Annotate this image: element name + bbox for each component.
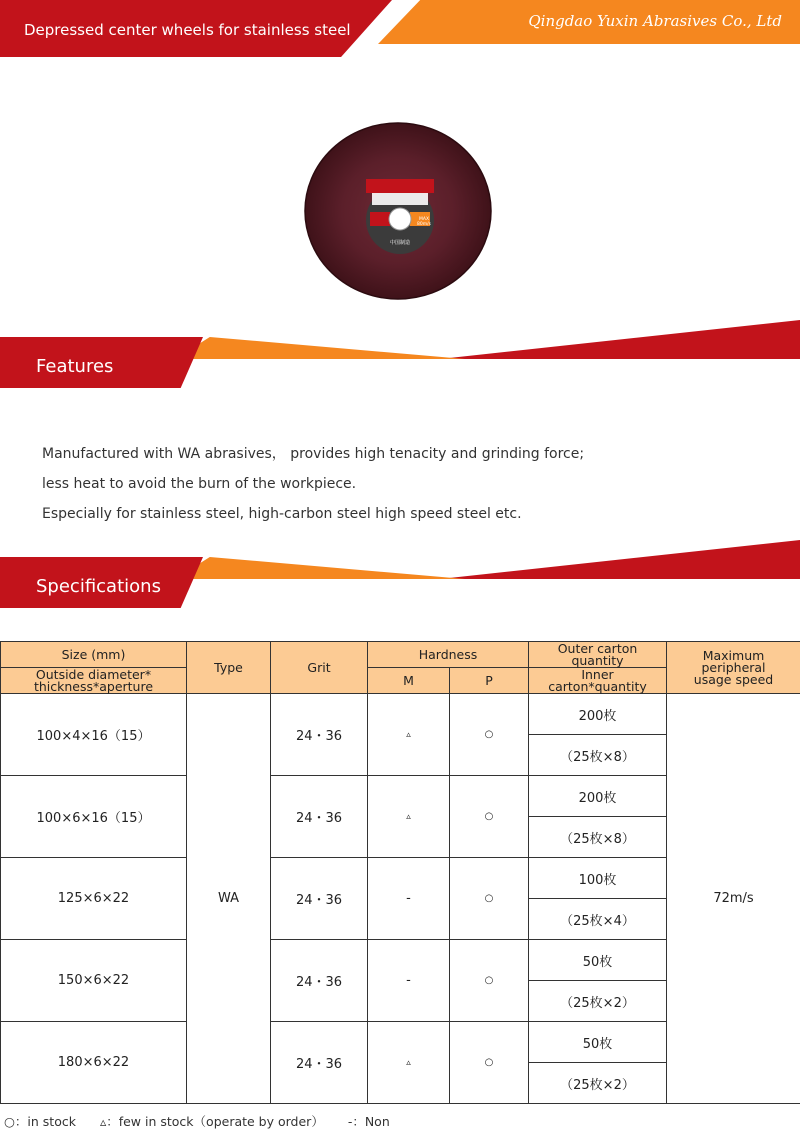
cell-grit: 24・36 [271,858,368,940]
cell-hardness-m: ▵ [368,694,450,776]
cell-grit: 24・36 [271,1022,368,1104]
cell-inner-carton: （25枚×4） [529,899,667,940]
legend-few-in-stock: ▵：few in stock（operate by order） [99,1114,324,1129]
cell-hardness-m: ▵ [368,776,450,858]
cell-grit: 24・36 [271,940,368,1022]
cell-type: WA [187,694,271,1104]
cell-hardness-m: ▵ [368,1022,450,1104]
cell-inner-carton: （25枚×8） [529,735,667,776]
cell-outer-carton: 200枚 [529,694,667,735]
features-banner [0,320,800,392]
header-size: Size (mm) [1,642,187,668]
feature-line: less heat to avoid the burn of the workpiece. [42,476,357,492]
legend-in-stock: ○：in stock [4,1114,76,1129]
feature-line: Especially for stainless steel, high-carbon steel high speed steel etc. [42,506,522,522]
table-row [1,694,800,735]
header-type: Type [187,642,271,694]
specifications-banner [0,540,800,612]
cell-size: 125×6×22 [1,858,187,940]
wheel-arbor-hole [389,208,411,230]
specifications-table [0,641,800,1104]
cell-max-speed: 72m/s [667,694,800,1104]
header-inner-carton: Inner carton*quantity [529,668,667,694]
page-title: Depressed center wheels for stainless steel [24,21,351,39]
header-hardness-m: M [368,668,450,694]
wheel-label-origin: 中国制造 [389,240,411,246]
grinding-wheel-image [304,122,492,300]
cell-inner-carton: （25枚×2） [529,1063,667,1104]
cell-hardness-m: - [368,940,450,1022]
wheel-label-banner [366,179,434,193]
header-grit: Grit [271,642,368,694]
wheel-label-max: MAX [419,217,430,222]
stock-legend [4,1112,410,1130]
feature-line: Manufactured with WA abrasives， provides high tenacity and grinding force; [42,446,585,462]
cell-hardness-m: - [368,858,450,940]
header-hardness-p: P [450,668,529,694]
legend-none: -：Non [347,1114,390,1129]
cell-size: 100×6×16（15） [1,776,187,858]
cell-grit: 24・36 [271,694,368,776]
specifications-heading: Specifications [36,576,161,597]
company-name: Qingdao Yuxin Abrasives Co., Ltd [528,12,782,30]
cell-size: 100×4×16（15） [1,694,187,776]
cell-hardness-p: ○ [450,940,529,1022]
page-header [0,0,800,57]
header-size-sub: Outside diameter* thickness*aperture [1,668,187,694]
header-hardness: Hardness [368,642,529,668]
features-text [42,444,584,534]
header-outer-carton: Outer carton quantity [529,642,667,668]
cell-size: 180×6×22 [1,1022,187,1104]
cell-inner-carton: （25枚×2） [529,981,667,1022]
cell-outer-carton: 200枚 [529,776,667,817]
cell-outer-carton: 100枚 [529,858,667,899]
cell-grit: 24・36 [271,776,368,858]
cell-size: 150×6×22 [1,940,187,1022]
cell-hardness-p: ○ [450,858,529,940]
cell-outer-carton: 50枚 [529,940,667,981]
cell-outer-carton: 50枚 [529,1022,667,1063]
cell-inner-carton: （25枚×8） [529,817,667,858]
wheel-label-speed: 80m/s [417,222,431,227]
header-max-speed: Maximum peripheral usage speed [667,642,800,694]
cell-hardness-p: ○ [450,1022,529,1104]
cell-hardness-p: ○ [450,694,529,776]
cell-hardness-p: ○ [450,776,529,858]
features-heading: Features [36,356,114,377]
